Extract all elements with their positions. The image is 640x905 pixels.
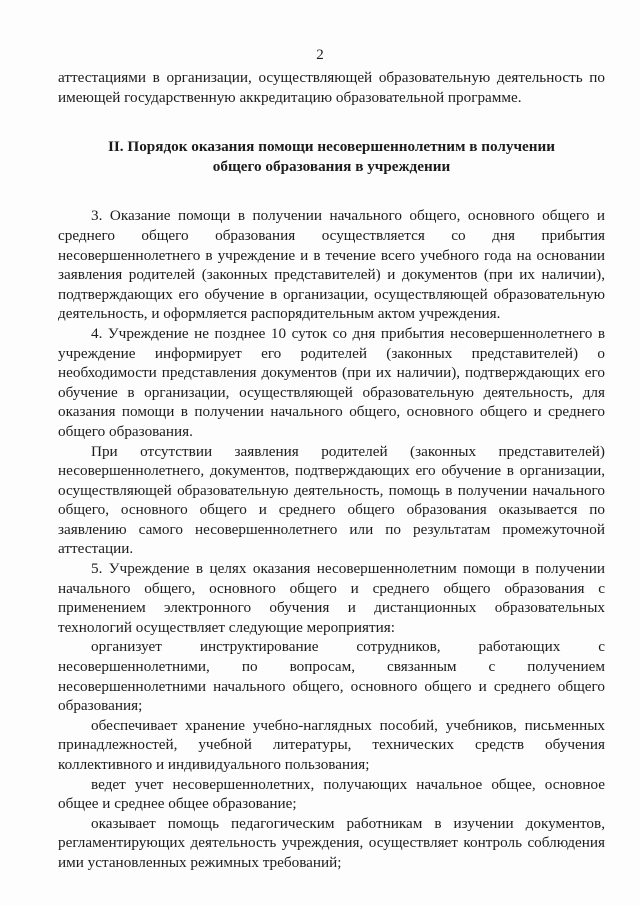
list-item-storage: обеспечивает хранение учебно-наглядных пособий, учебников, письменных принадлежностей, учебной литературы, технических средств обучения коллективного и индивидуального пользования;	[58, 716, 605, 773]
section-heading	[58, 137, 605, 176]
list-item-assist-teachers: оказывает помощь педагогическим работникам в изучении документов, регламентирующих деятельность учреждения, осуществляет контроль соблюдения ими установленных режимных требований;	[58, 814, 605, 871]
paragraph-absence-documents: При отсутствии заявления родителей (законных представителей) несовершеннолетнего, документов, подтверждающих его обучение в организации, осуществляющей образовательную деятельность, помощь в получении начального общего, основного общего и среднего общего образования оказывается по заявлению самого несовершеннолетнего или по результатам промежуточной аттестации.	[58, 442, 605, 558]
document-body	[58, 68, 605, 873]
section-heading-line-2: общего образования в учреждении	[212, 157, 451, 175]
paragraph-item-3: 3. Оказание помощи в получении начального общего, основного общего и среднего общего образования осуществляется со дня прибытия несовершеннолетнего в учреждение и в течение всего учебного года на основании заявления родителей (законных представителей) и документов (при их наличии), подтверждающих его обучение в организации, осуществляющей образовательную деятельность, и оформляется распорядительным актом учреждения.	[58, 207, 605, 323]
section-heading-line-1: II. Порядок оказания помощи несовершеннолетним в получении	[107, 138, 556, 156]
intro-paragraph: аттестациями в организации, осуществляющей образовательную деятельность по имеющей государственную аккредитацию образовательной программе.	[58, 69, 605, 106]
list-item-instruct-staff: организует инструктирование сотрудников, работающих с несовершеннолетними, по вопросам, связанным с получением несовершеннолетними начального общего, основного общего и среднего общего образования;	[58, 638, 605, 715]
list-item-records: ведет учет несовершеннолетних, получающих начальное общее, основное общее и среднее общее образование;	[58, 775, 605, 813]
page-number: 2	[316, 47, 324, 63]
paragraph-item-5: 5. Учреждение в целях оказания несовершеннолетним помощи в получении начального общего, основного общего и среднего общего образования с применением электронного обучения и дистанционных образовательных технологий осуществляет следующие мероприятия:	[58, 560, 605, 636]
paragraph-item-4: 4. Учреждение не позднее 10 суток со дня прибытия несовершеннолетнего в учреждение информирует его родителей (законных представителей) о необходимости представления документов (при их наличии), подтверждающих его обучение в организации, осуществляющей образовательную деятельность, для оказания помощи в получении начального общего, основного общего и среднего общего образования.	[58, 324, 605, 440]
